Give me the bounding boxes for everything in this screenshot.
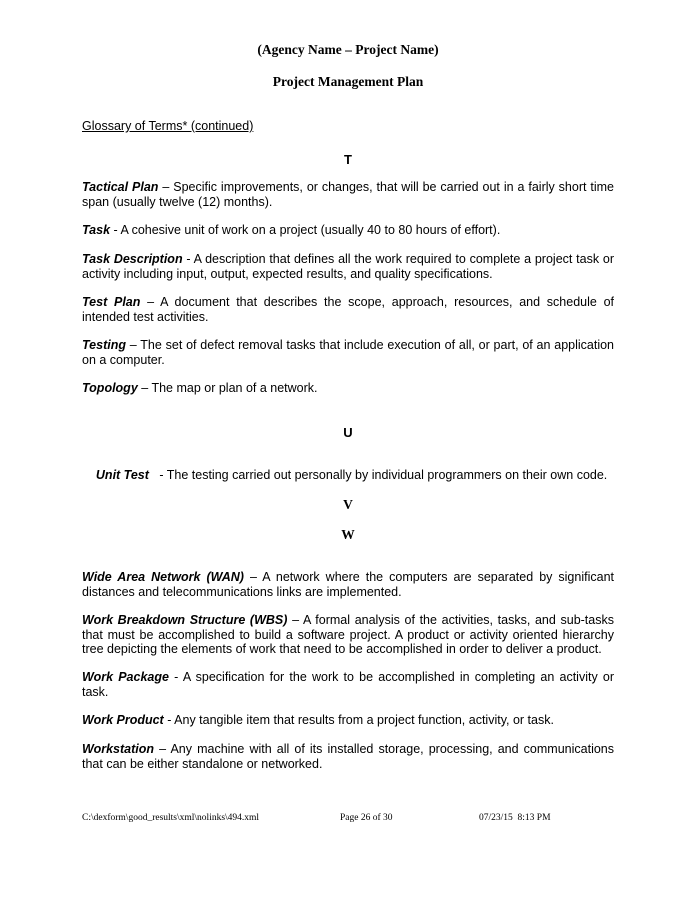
entry-separator: – [140, 295, 161, 309]
glossary-entry [82, 613, 614, 657]
entry-separator: – [154, 742, 171, 756]
entry-term: Tactical Plan [82, 180, 159, 194]
entry-definition: A document that describes the scope, approach, resources, and schedule of intended test activities. [82, 295, 615, 324]
entry-definition: A cohesive unit of work on a project (usually 40 to 80 hours of effort). [120, 223, 501, 237]
entry-definition: The map or plan of a network. [151, 381, 318, 395]
footer-file-path: C:\dexform\good_results\xml\nolinks\494.xml [82, 813, 260, 823]
entry-term: Task [82, 223, 111, 237]
entry-separator: – [287, 613, 303, 627]
entry-separator: – [137, 381, 152, 395]
entry-term: Test Plan [82, 295, 141, 309]
glossary-entry [82, 295, 614, 324]
glossary-entry [82, 252, 614, 281]
entry-term: Work Breakdown Structure (WBS) [82, 613, 288, 627]
entry-term: Wide Area Network (WAN) [82, 570, 244, 584]
entry-term: Work Product [82, 713, 164, 727]
entry-term: Workstation [82, 742, 154, 756]
letter-heading-u: U [343, 425, 353, 440]
entry-separator: - [148, 467, 167, 482]
footer-datetime: 07/23/15 8:13 PM [479, 813, 551, 823]
entry-definition: A specification for the work to be accomplished in completing an activity or task. [82, 670, 615, 699]
entry-definition: Any machine with all of its installed storage, processing, and communications that can be either standalone or networked. [82, 742, 615, 771]
section-heading: Glossary of Terms* (continued) [82, 119, 254, 133]
entry-definition: A description that defines all the work required to complete a project task or activity including input, output, expected results, and quality specifications. [82, 252, 615, 281]
entry-separator: - [110, 223, 121, 237]
entry-separator: – [243, 570, 263, 584]
entry-definition: Specific improvements, or changes, that will be carried out in a fairly short time span (usually twelve (12) months). [82, 180, 615, 209]
glossary-entry [82, 381, 614, 396]
entry-definition: Any tangible item that results from a project function, activity, or task. [174, 713, 554, 727]
glossary-entry [82, 570, 614, 599]
footer-page-number: Page 26 of 30 [340, 813, 393, 823]
entry-term: Testing [82, 338, 126, 352]
agency-project-header: (Agency Name – Project Name) [257, 42, 439, 57]
document-title: Project Management Plan [272, 74, 424, 89]
entry-term: Topology [82, 381, 138, 395]
entry-separator: – [125, 338, 141, 352]
entry-separator: – [158, 180, 174, 194]
letter-heading-t: T [344, 152, 352, 167]
glossary-entry [82, 670, 614, 699]
glossary-entry [82, 453, 614, 497]
entry-separator: - [168, 670, 183, 684]
entry-definition: The testing carried out personally by individual programmers on their own code. [166, 467, 608, 482]
entry-term: Unit Test [95, 467, 149, 482]
glossary-entry [82, 742, 614, 771]
letter-heading-v: V [343, 497, 353, 512]
entry-separator: - [182, 252, 194, 266]
letter-heading-w: W [341, 527, 355, 542]
glossary-entry [82, 223, 614, 238]
glossary-entry [82, 180, 614, 209]
entry-definition: A formal analysis of the activities, tasks, and sub-tasks that must be accomplished to build a software project. A product or activity oriented hierarchy tree depicting the elements of work that need to be accomplished in order to deliver a product. [82, 613, 614, 656]
entry-separator: - [163, 713, 175, 727]
entry-definition: A network where the computers are separated by significant distances and telecommunications links are implemented. [82, 570, 614, 599]
glossary-entry [82, 338, 614, 367]
entry-definition: The set of defect removal tasks that include execution of all, or part, of an application on a computer. [82, 338, 615, 367]
entry-term: Task Description [82, 252, 183, 266]
glossary-entry [82, 713, 614, 728]
entry-term: Work Package [82, 670, 169, 684]
